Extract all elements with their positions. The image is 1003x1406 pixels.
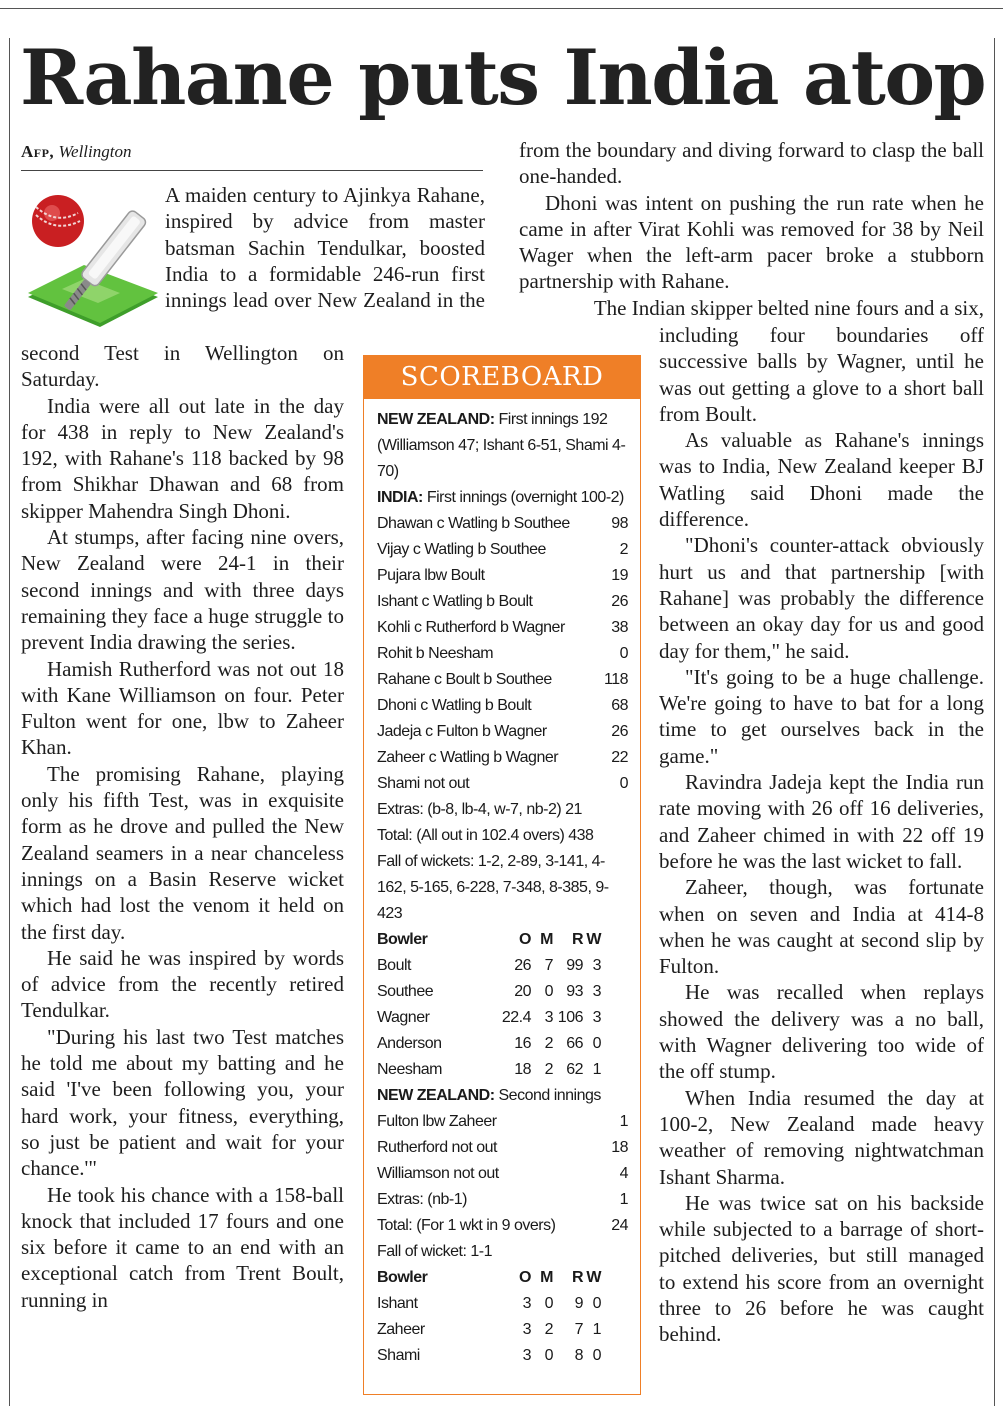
article-lead-text: A maiden century to Ajinkya Rahane, inspired by advice from master batsman Sachin Tendulkar, boosted India to a formidable 246-run first innings lead over New Zealand in the [165,183,485,313]
paragraph: "Dhoni's counter-attack obviously hurt us and that partnership [with Rahane] was probably the difference between an okay day for us and good day for them," he said. [659,533,984,663]
fow-text: Fall of wicket: 1-1 [377,1243,492,1260]
bowling-header-cell: R [571,1269,583,1286]
batsman-dismissal: Total: (For 1 wkt in 9 overs) [377,1217,556,1234]
nz-bowling-list [377,953,628,1083]
bowling-figure: 1 [592,1061,601,1078]
paragraph: The Indian skipper belted nine fours and a six, [593,295,984,320]
bowling-figure: 16 [514,1035,531,1052]
bowling-row [377,1317,628,1343]
total-text: Total: (All out in 102.4 overs) 438 [377,827,594,844]
paragraph: As valuable as Rahane's innings was to India, New Zealand keeper BJ Watling said Dhoni made the difference. [659,428,984,532]
batsman-runs: 1 [619,1191,628,1208]
cricket-bat-ball-icon [22,185,162,333]
batting-row [377,1213,628,1239]
paragraph: He was twice sat on his backside while subjected to a barrage of short-pitched deliveries, but still managed to extend his score from an overnight three to 26 before he was caught behind. [659,1190,984,1347]
bowling-figure: 66 [566,1035,583,1052]
batting-row [377,563,628,589]
india-total [377,823,628,849]
team-label: NEW ZEALAND: [377,411,495,428]
byline [21,139,131,165]
batsman-dismissal: Pujara lbw Boult [377,567,485,584]
team-label: INDIA: [377,489,423,506]
innings-summary: First innings 192 (Williamson 47; Ishant 6-51, Shami 4-70) [377,411,626,480]
bowling-header [377,927,628,953]
bowling-header-cell: Bowler [377,1269,428,1286]
bowling-row [377,1291,628,1317]
india-bowling-list [377,1291,628,1369]
bowling-figure: 20 [514,983,531,1000]
batsman-runs: 4 [619,1165,628,1182]
bowling-figure: 0 [592,1035,601,1052]
nz-second-innings [377,1083,628,1109]
batting-row [377,589,628,615]
byline-place: Wellington [58,142,132,161]
bowler-name: Shami [377,1347,420,1364]
batsman-dismissal: Jadeja c Fulton b Wagner [377,723,547,740]
batsman-dismissal: Ishant c Watling b Boult [377,593,533,610]
bowling-figure: 26 [514,957,531,974]
bowling-figure: 0 [544,1295,553,1312]
paragraph: Hamish Rutherford was not out 18 with Kane Williamson on four. Peter Fulton went for one, lbw to Zaheer Khan. [21,656,344,760]
batsman-runs: 19 [611,567,628,584]
bowling-figure: 0 [592,1295,601,1312]
byline-agency: Afp, [21,142,55,161]
bowler-name: Anderson [377,1035,442,1052]
batsman-runs: 22 [611,749,628,766]
batsman-dismissal: Fulton lbw Zaheer [377,1113,497,1130]
bowling-figure: 0 [544,1347,553,1364]
bowling-figure: 62 [566,1061,583,1078]
scoreboard-body [364,399,640,1369]
paragraph: At stumps, after facing nine overs, New Zealand were 24-1 in their second innings and with three days remaining they face a huge struggle to prevent India drawing the series. [21,525,344,655]
batsman-dismissal: Kohli c Rutherford b Wagner [377,619,565,636]
right-column-rule [994,38,995,1406]
headline: Rahane puts India atop [20,33,986,122]
bowling-header [377,1265,628,1291]
bowling-figure: 0 [592,1347,601,1364]
innings-summary: First innings (overnight 100-2) [422,489,624,506]
batting-row [377,537,628,563]
bowling-header-cell: O [519,1269,531,1286]
bowling-row [377,953,628,979]
batsman-runs: 118 [603,671,628,688]
batsman-dismissal: Williamson not out [377,1165,499,1182]
bowling-header-cell: M [540,1269,553,1286]
batting-row [377,719,628,745]
paragraph: He took his chance with a 158-ball knock that included 17 fours and one six before it came to an end with an exceptional catch from Trent Boult, running in [21,1182,344,1312]
left-column-rule [9,38,10,1406]
batsman-runs: 18 [611,1139,628,1156]
paragraph: from the boundary and diving forward to clasp the ball one-handed. [519,138,984,189]
batting-row [377,1187,628,1213]
paragraph: Dhoni was intent on pushing the run rate when he came in after Virat Kohli was removed for 38 by Neil Wager when the left-arm pacer broke a stubborn partnership with Rahane. [519,190,984,294]
bowling-row [377,1343,628,1369]
batsman-dismissal: Dhawan c Watling b Southee [377,515,570,532]
bowling-figure: 2 [544,1035,553,1052]
batsman-runs: 24 [611,1217,628,1234]
batting-row [377,511,628,537]
batting-row [377,1161,628,1187]
batsman-runs: 1 [619,1113,628,1130]
bowling-header-cell: Bowler [377,931,428,948]
bowling-header-cell: O [519,931,531,948]
batsman-dismissal: Vijay c Watling b Southee [377,541,546,558]
bowling-figure: 1 [592,1321,601,1338]
nz-first-innings [377,407,628,485]
paragraph: second Test in Wellington on Saturday. [21,341,344,392]
bowling-header-cell: W [586,1269,601,1286]
batsman-runs: 98 [611,515,628,532]
article-column-2-top [519,137,984,321]
batsman-runs: 2 [619,541,628,558]
paragraph: He said he was inspired by words of advice from the recently retired Tendulkar. [21,945,344,1023]
paragraph: Ravindra Jadeja kept the India run rate moving with 26 off 16 deliveries, and Zaheer chimed in with 22 off 19 before he was the last wicket to fall. [659,770,984,873]
team-label: NEW ZEALAND: [377,1087,495,1104]
extras-text: Extras: (b-8, lb-4, w-7, nb-2) 21 [377,801,582,818]
batsman-runs: 0 [619,775,628,792]
india-batting-list [377,511,628,797]
batsman-runs: 26 [611,723,628,740]
bowling-row [377,1057,628,1083]
paragraph: including four boundaries off successive balls by Wagner, until he was out getting a glove to a short ball from Boult. [659,323,984,426]
bowling-header-cell: W [586,931,601,948]
bowling-header-cell: R [571,931,583,948]
bowling-figure: 3 [544,1009,553,1026]
bowling-figure: 9 [574,1295,583,1312]
bowler-name: Ishant [377,1295,418,1312]
paragraph: The promising Rahane, playing only his fifth Test, was in exquisite form as he drove and pulled the New Zealand seamers in a near chanceless innings on a Basin Reserve wicket which had lost the venom it held on the first day. [21,761,344,944]
byline-rule [21,170,483,171]
bowling-row [377,1005,628,1031]
paragraph: He was recalled when replays showed the delivery was a no ball, with Wagner delivering too wide of the off stump. [659,980,984,1084]
bowling-figure: 8 [574,1347,583,1364]
article-column-2 [659,322,984,1348]
bowling-figure: 18 [514,1061,531,1078]
innings-summary: Second innings [494,1087,601,1104]
batting-row [377,693,628,719]
bowling-figure: 3 [522,1347,531,1364]
article-lead [165,182,485,313]
batting-row [377,745,628,771]
batting-row [377,641,628,667]
batsman-runs: 0 [619,645,628,662]
batsman-dismissal: Shami not out [377,775,470,792]
bowling-row [377,1031,628,1057]
bowler-name: Zaheer [377,1321,425,1338]
top-rule [0,8,1003,9]
batsman-dismissal: Dhoni c Watling b Boult [377,697,532,714]
bowling-figure: 2 [544,1321,553,1338]
batting-row [377,771,628,797]
bowling-figure: 2 [544,1061,553,1078]
batting-row [377,667,628,693]
bowling-figure: 3 [522,1295,531,1312]
batsman-dismissal: Zaheer c Watling b Wagner [377,749,559,766]
scoreboard-title: SCOREBOARD [364,356,640,399]
bowling-figure: 3 [592,957,601,974]
bowling-figure: 99 [566,957,583,974]
bowling-header-cell: M [540,931,553,948]
bowler-name: Neesham [377,1061,442,1078]
paragraph: "During his last two Test matches he told me about my batting and he said 'I've been following you, your hard work, your fitness, everything, so just be patient and wait for your chance.'" [21,1024,344,1181]
batsman-dismissal: Rahane c Boult b Southee [377,671,552,688]
paragraph: When India resumed the day at 100-2, New Zealand made heavy weather of removing nightwatchman Ishant Sharma. [659,1085,984,1189]
bowling-figure: 7 [544,957,553,974]
nz-batting-list [377,1109,628,1239]
india-first-innings [377,485,628,511]
batsman-runs: 68 [611,697,628,714]
bowling-figure: 3 [592,983,601,1000]
bowling-figure: 106 [557,1009,583,1026]
batsman-runs: 26 [611,593,628,610]
nz-fall-of-wicket [377,1239,628,1265]
india-fall-of-wickets: Fall of wickets: 1-2, 2-89, 3-141, 4-162, 5-165, 6-228, 7-348, 8-385, 9-423 [377,853,609,922]
article-column-1 [21,340,344,1313]
batsman-dismissal: Rutherford not out [377,1139,497,1156]
bowling-figure: 0 [544,983,553,1000]
bowler-name: Wagner [377,1009,430,1026]
paragraph: Zaheer, though, was fortunate when on seven and India at 414-8 when he was caught at second slip by Fulton. [659,875,984,979]
bowling-figure: 3 [592,1009,601,1026]
paragraph: "It's going to be a huge challenge. We're going to have to bat for a long time to get ourselves back in the game." [659,664,984,768]
scoreboard-box [363,355,641,1395]
bowling-row [377,979,628,1005]
bowler-name: Southee [377,983,434,1000]
paragraph: India were all out late in the day for 438 in reply to New Zealand's 192, with Rahane's 118 backed by 98 from Shikhar Dhawan and 68 from skipper Mahendra Singh Dhoni. [21,393,344,523]
bowling-figure: 22.4 [501,1009,531,1026]
batsman-dismissal: Rohit b Neesham [377,645,494,662]
batting-row [377,1109,628,1135]
batting-row [377,1135,628,1161]
batsman-runs: 38 [611,619,628,636]
bowling-figure: 7 [574,1321,583,1338]
india-extras [377,797,628,823]
bowling-figure: 93 [566,983,583,1000]
bowler-name: Boult [377,957,411,974]
bowling-figure: 3 [522,1321,531,1338]
batting-row [377,615,628,641]
batsman-dismissal: Extras: (nb-1) [377,1191,467,1208]
